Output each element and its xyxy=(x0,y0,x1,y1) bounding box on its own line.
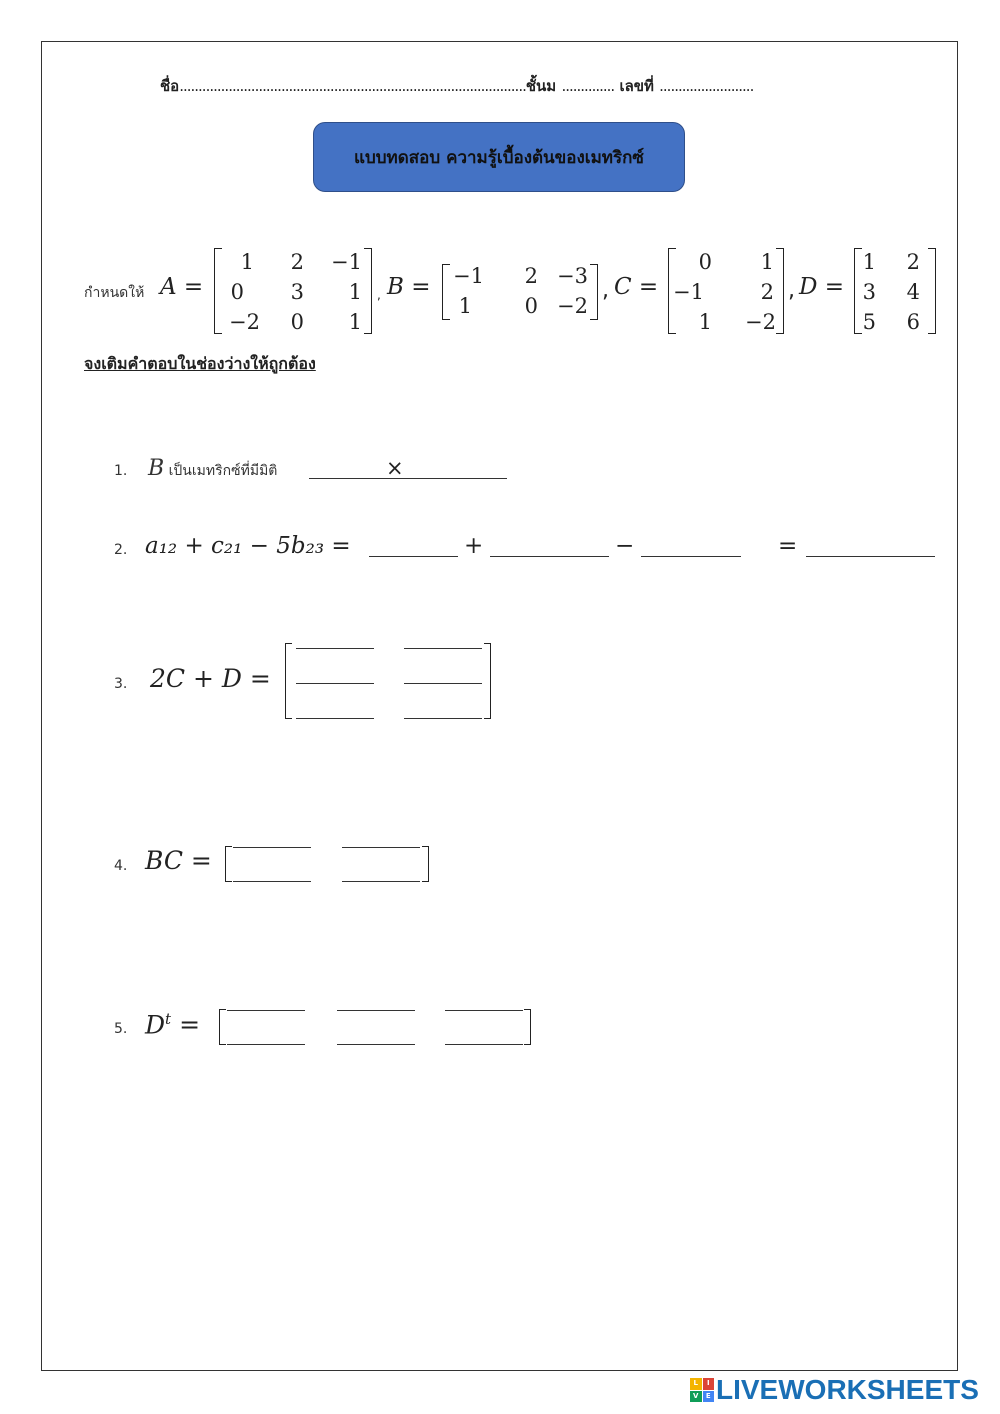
answer-blank-bc-r1c1[interactable] xyxy=(233,847,311,848)
question-4-expression: BC = xyxy=(145,846,212,875)
instruction-text: จงเติมคำตอบในช่องว่างให้ถูกต้อง xyxy=(84,354,316,373)
matrix-b-cell: −2 xyxy=(557,294,588,318)
question-1-var: B xyxy=(148,456,165,481)
logo-icon: L I V E xyxy=(690,1378,714,1402)
matrix-c-cell: 1 xyxy=(698,310,712,334)
worksheet-border xyxy=(41,41,958,1371)
question-1-text xyxy=(148,456,277,482)
matrix-b xyxy=(442,264,598,320)
answer-blank-2cd-r3c2[interactable] xyxy=(404,718,482,719)
matrix-c-cell: 2 xyxy=(760,280,774,304)
answer-blank-dt-r1c2[interactable] xyxy=(337,1010,415,1011)
liveworksheets-logo xyxy=(690,1374,979,1406)
answer-blank-a12[interactable] xyxy=(369,556,458,557)
answer-blank-result[interactable] xyxy=(806,556,935,557)
matrix-a-cell: 1 xyxy=(240,250,254,274)
matrix-a-label: A = xyxy=(160,274,204,300)
answer-blank-dt-r2c2[interactable] xyxy=(337,1044,415,1045)
right-bracket xyxy=(524,1009,531,1045)
matrix-d-cell: 5 xyxy=(862,310,876,334)
answer-blank-dt-r2c1[interactable] xyxy=(227,1044,305,1045)
matrix-d-cell: 6 xyxy=(906,310,920,334)
answer-blank-dt-r1c3[interactable] xyxy=(445,1010,523,1011)
matrix-a-cell: −1 xyxy=(331,250,362,274)
separator-comma: , xyxy=(602,278,609,303)
matrix-c-cell: −2 xyxy=(745,310,776,334)
question-5-number: 5. xyxy=(114,1021,128,1037)
page-title: แบบทดสอบ ความรู้เบื้องต้นของเมทริกซ์ xyxy=(354,147,644,168)
left-bracket xyxy=(219,1009,226,1045)
matrix-a-cell: −2 xyxy=(229,310,260,334)
matrix-d-label: D = xyxy=(799,274,845,300)
matrix-b-label: B = xyxy=(387,274,431,300)
separator-comma: , xyxy=(377,288,381,302)
matrix-a-cell: 1 xyxy=(348,310,362,334)
matrix-b-cell: 0 xyxy=(524,294,538,318)
title-banner xyxy=(313,122,685,192)
matrix-b-cell: −1 xyxy=(453,264,484,288)
matrix-b-cell: −3 xyxy=(557,264,588,288)
question-2-number: 2. xyxy=(114,542,128,558)
answer-blank-2cd-r2c2[interactable] xyxy=(404,683,482,684)
matrix-c-cell: 0 xyxy=(698,250,712,274)
given-matrices xyxy=(84,244,944,336)
answer-blank-2cd-r1c2[interactable] xyxy=(404,648,482,649)
matrix-a-cell: 3 xyxy=(290,280,304,304)
answer-blank-bc-r1c2[interactable] xyxy=(342,847,420,848)
matrix-d-cell: 1 xyxy=(862,250,876,274)
answer-blank-dt-r1c1[interactable] xyxy=(227,1010,305,1011)
question-2-expression: a₁₂ + c₂₁ − 5b₂₃ = xyxy=(145,533,351,559)
question-3-expression: 2C + D = xyxy=(150,664,271,693)
right-bracket xyxy=(422,846,429,882)
logo-text: LIVEWORKSHEETS xyxy=(716,1374,979,1405)
matrix-b-cell: 1 xyxy=(458,294,472,318)
answer-blank-2cd-r2c1[interactable] xyxy=(296,683,374,684)
matrix-b-cell: 2 xyxy=(524,264,538,288)
answer-blank-2cd-r1c1[interactable] xyxy=(296,648,374,649)
left-bracket xyxy=(225,846,232,882)
answer-blank-bc-r2c2[interactable] xyxy=(342,881,420,882)
question-5-expression: $D^t$ = xyxy=(145,1010,201,1040)
class-label: ชั้นม xyxy=(525,77,557,95)
times-symbol: × xyxy=(386,456,404,480)
matrix-d-cell: 2 xyxy=(906,250,920,274)
name-label: ชื่อ xyxy=(160,77,180,95)
matrix-c xyxy=(668,248,784,334)
plus-operator: + xyxy=(464,533,484,559)
matrix-d-cell: 4 xyxy=(906,280,920,304)
left-bracket xyxy=(285,643,292,719)
equals-operator: = xyxy=(778,533,798,559)
minus-operator: − xyxy=(615,533,635,559)
number-label: เลขที่ xyxy=(619,77,654,95)
matrix-c-label: C = xyxy=(614,274,659,300)
separator-comma: , xyxy=(788,278,795,303)
right-bracket xyxy=(484,643,491,719)
name-field[interactable]: ............................................................................................ xyxy=(179,77,526,95)
student-info-line xyxy=(160,74,860,98)
question-1-number: 1. xyxy=(114,463,128,479)
answer-blank-2cd-r3c1[interactable] xyxy=(296,718,374,719)
matrix-d-cell: 3 xyxy=(862,280,876,304)
matrix-d xyxy=(854,248,936,334)
number-field[interactable]: ......................... xyxy=(659,77,754,95)
answer-blank-dimension[interactable] xyxy=(309,478,507,479)
answer-blank-c21[interactable] xyxy=(490,556,609,557)
given-label: กำหนดให้ xyxy=(84,285,145,301)
question-1-label: เป็นเมทริกซ์ที่มีมิติ xyxy=(168,463,278,479)
answer-blank-dt-r2c3[interactable] xyxy=(445,1044,523,1045)
matrix-a-cell: 2 xyxy=(290,250,304,274)
question-4-number: 4. xyxy=(114,858,128,874)
matrix-a-cell: 1 xyxy=(348,280,362,304)
matrix-a-cell: 0 xyxy=(230,280,244,304)
matrix-a-cell: 0 xyxy=(290,310,304,334)
question-3-number: 3. xyxy=(114,676,128,692)
matrix-c-cell: 1 xyxy=(760,250,774,274)
answer-blank-bc-r2c1[interactable] xyxy=(233,881,311,882)
answer-blank-5b23[interactable] xyxy=(641,556,741,557)
matrix-a xyxy=(214,248,372,334)
matrix-c-cell: −1 xyxy=(673,280,704,304)
class-field[interactable]: .............. xyxy=(561,77,615,95)
